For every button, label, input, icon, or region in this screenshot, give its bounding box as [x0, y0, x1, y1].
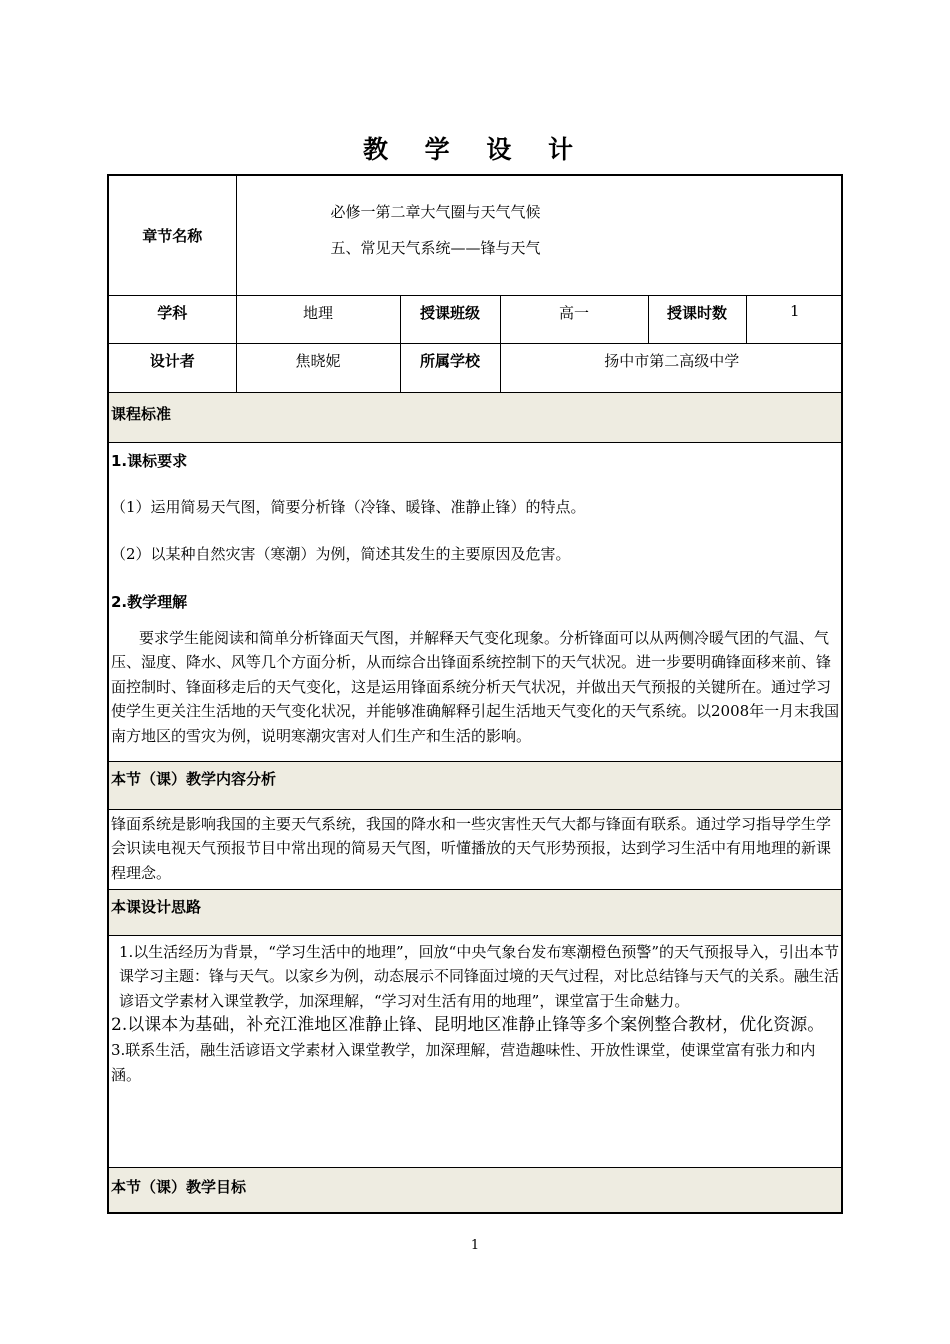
design-idea-body [109, 935, 843, 1167]
lesson-plan-table [107, 174, 843, 1214]
understanding-heading: 2.教学理解 [111, 592, 188, 611]
content-analysis-heading: 本节（课）教学内容分析 [111, 769, 277, 788]
page-number: 1 [470, 1238, 480, 1253]
understanding-text: 要求学生能阅读和简单分析锋面天气图，并解释天气变化现象。分析锋面可以从两侧冷暖气团的气温、气压、湿度、降水、风等几个方面分析，从而综合出锋面系统控制下的天气状况。进一步要明确锋面移来前、锋面控制时、锋面移走后的天气变化，这是运用锋面系统分析天气状况，并做出天气预报的关键所在。通过学习使学生更关注生活地的天气变化状况，并能够准确解释引起生活地天气变化的天气系统。以2008年一月末我国南方地区的雪灾为例，说明寒潮灾害对人们生产和生活的影响。 [111, 628, 840, 745]
design-idea-item-3: 3.联系生活，融生活谚语文学素材入课堂教学，加深理解，营造趣味性、开放性课堂，使课堂富有张力和内涵。 [111, 1041, 816, 1084]
document-title: 教 学 设 计 [362, 135, 588, 164]
objectives-heading: 本节（课）教学目标 [111, 1177, 247, 1196]
designer-label: 设计者 [109, 343, 236, 392]
design-idea-heading: 本课设计思路 [111, 897, 202, 916]
chapter-line-2: 五、常见天气系统——锋与天气 [330, 239, 541, 257]
subject-label: 学科 [109, 295, 236, 343]
curriculum-standard-body [109, 442, 843, 761]
content-analysis-body [109, 809, 843, 889]
content-analysis-header [109, 761, 843, 809]
curriculum-standard-header [109, 392, 843, 442]
requirement-item-1: （1）运用简易天气图，简要分析锋（冷锋、暖锋、准静止锋）的特点。 [111, 497, 586, 516]
objectives-header [109, 1167, 843, 1214]
chapter-label: 章节名称 [109, 176, 236, 295]
class-label: 授课班级 [400, 295, 500, 343]
hours-label: 授课时数 [648, 295, 746, 343]
design-idea-header [109, 889, 843, 935]
designer-value: 焦晓妮 [236, 343, 400, 392]
school-value: 扬中市第二高级中学 [500, 343, 843, 392]
school-label: 所属学校 [400, 343, 500, 392]
curriculum-standard-heading: 课程标准 [111, 404, 172, 423]
chapter-value [236, 176, 843, 295]
content-analysis-text: 锋面系统是影响我国的主要天气系统，我国的降水和一些灾害性天气大都与锋面有联系。通过学习指导学生学会识读电视天气预报节目中常出现的简易天气图，听懂播放的天气形势预报，达到学习生活中有用地理的新课程理念。 [111, 814, 832, 882]
design-idea-item-1: 1.以生活经历为背景，“学习生活中的地理”，回放“中央气象台发布寒潮橙色预警”的天气预报导入，引出本节课学习主题：锋与天气。以家乡为例，动态展示不同锋面过境的天气过程，对比总结锋与天气的关系。融生活谚语文学素材入课堂教学，加深理解，“学习对生活有用的地理”，课堂富于生命魅力。 [119, 942, 840, 1010]
class-value: 高一 [500, 295, 648, 343]
design-idea-item-2: 2.以课本为基础，补充江淮地区准静止锋、昆明地区准静止锋等多个案例整合教材，优化资源。 [111, 1015, 825, 1035]
hours-value: 1 [746, 295, 843, 343]
requirement-item-2: （2）以某种自然灾害（寒潮）为例，简述其发生的主要原因及危害。 [111, 545, 571, 563]
subject-value: 地理 [236, 295, 400, 343]
chapter-line-1: 必修一第二章大气圈与天气气候 [330, 203, 541, 221]
requirements-heading: 1.课标要求 [111, 451, 188, 470]
